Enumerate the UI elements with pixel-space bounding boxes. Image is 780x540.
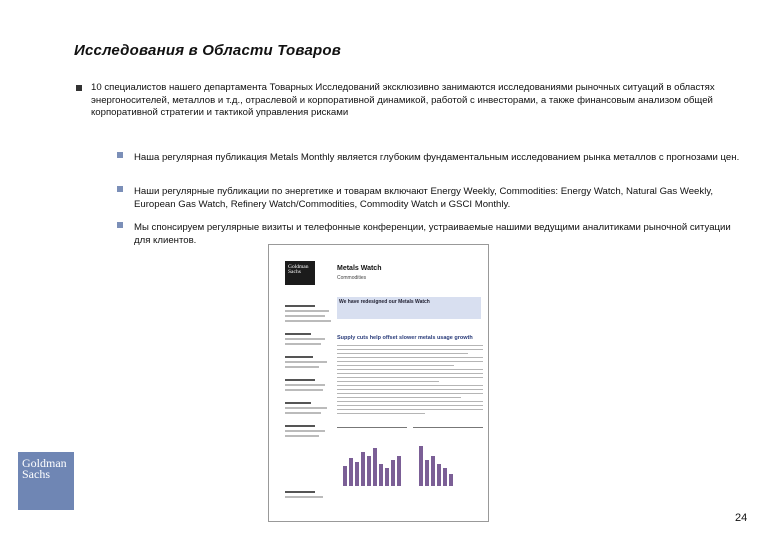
main-paragraph: 10 специалистов нашего департамента Товарных Исследований эксклюзивно занимаются исследованиями рыночных ситуаций в областях энергоносителей, металлов и т.д., отраслевой и корпоративной динамикой, работой с инвесторами, а также финансовым анализом общей корпоративной стратегии и тактикой управления рисками xyxy=(91,82,715,118)
thumbnail-chart-bar xyxy=(443,468,447,486)
thumbnail-body-text xyxy=(337,345,483,417)
thumbnail-chart-bar xyxy=(391,460,395,486)
thumbnail-title: Metals Watch xyxy=(337,265,382,272)
bullet-icon xyxy=(76,85,82,91)
thumbnail-footer xyxy=(285,491,325,501)
publication-thumbnail xyxy=(268,244,489,522)
thumbnail-subtitle: Commodities xyxy=(337,275,367,281)
thumbnail-chart-bar xyxy=(355,462,359,486)
page-number: 24 xyxy=(735,512,748,524)
thumbnail-logo xyxy=(285,261,315,285)
thumbnail-chart-bar xyxy=(425,460,429,486)
sub-bullet-icon xyxy=(117,152,123,158)
thumbnail-logo-line2: Sachs xyxy=(288,269,301,275)
thumbnail-chart-bar xyxy=(367,456,371,486)
thumbnail-sidebar xyxy=(285,305,333,440)
thumbnail-chart-bar xyxy=(385,468,389,486)
thumbnail-chart-bar xyxy=(349,458,353,486)
thumbnail-logo-line1: Goldman xyxy=(288,264,309,270)
thumbnail-chart-bar xyxy=(431,456,435,486)
logo-line2: Sachs xyxy=(22,467,50,481)
sub-item-text: Мы спонсируем регулярные визиты и телефонные конференции, устраиваемые нашими ведущими аналитиками рыночной ситуации для клиентов. xyxy=(134,222,731,246)
sub-item-metals-monthly xyxy=(134,152,749,165)
thumbnail-subheading: Supply cuts help offset slower metals usage growth xyxy=(337,335,473,341)
thumbnail-chart-bar xyxy=(361,452,365,486)
thumbnail-chart-right xyxy=(413,427,483,486)
sub-bullet-icon xyxy=(117,222,123,228)
thumbnail-chart-bar xyxy=(449,474,453,486)
sub-item-text: Наша регулярная публикация Metals Monthly является глубоким фундаментальным исследованием рынка металлов с прогнозами цен. xyxy=(134,152,740,163)
thumbnail-chart-bar xyxy=(437,464,441,486)
thumbnail-chart-bar xyxy=(419,446,423,486)
slide-title: Исследования в Области Товаров xyxy=(74,42,342,59)
thumbnail-chart-bar xyxy=(373,448,377,486)
sub-bullet-icon xyxy=(117,186,123,192)
sub-item-text: Наши регулярные публикации по энергетике и товарам включают Energy Weekly, Commodities: Energy Watch, Natural Gas Weekly, European Gas Watch, Refinery Watch/Commodities, Commodity Watch и GSCI Monthly. xyxy=(134,186,714,210)
thumbnail-chart-bar xyxy=(343,466,347,486)
goldman-sachs-logo xyxy=(18,452,74,510)
thumbnail-chart-bar xyxy=(397,456,401,486)
thumbnail-chart-bar xyxy=(379,464,383,486)
logo-line1: Goldman xyxy=(22,456,67,470)
sub-item-energy-publications xyxy=(134,186,749,211)
thumbnail-highlight-text: We have redesigned our Metals Watch xyxy=(339,299,430,305)
thumbnail-chart-left xyxy=(337,427,407,486)
